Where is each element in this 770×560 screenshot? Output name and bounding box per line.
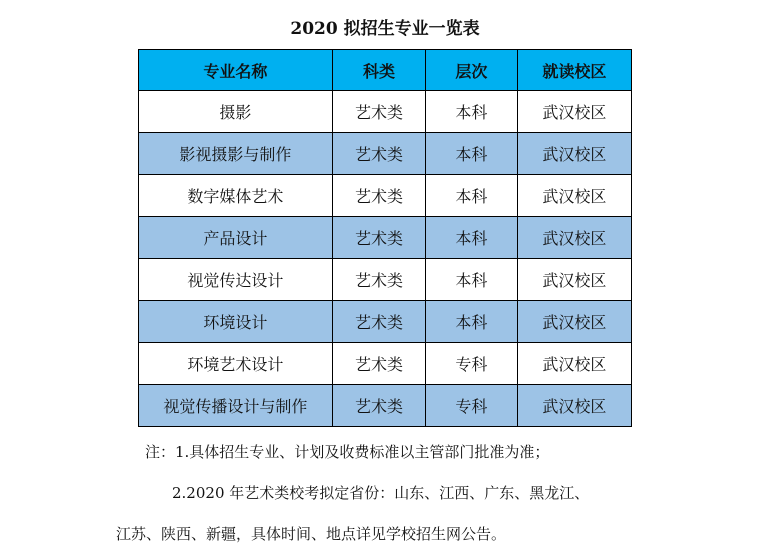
table-row <box>139 301 632 343</box>
cell-campus: 武汉校区 <box>517 385 631 427</box>
cell-level: 本科 <box>426 301 517 343</box>
header-category: 科类 <box>332 50 425 91</box>
note-line-2: 2.2020 年艺术类校考拟定省份：山东、江西、广东、黑龙江、 <box>172 484 590 502</box>
page-title: 2020 拟招生专业一览表 <box>290 19 480 39</box>
table-row <box>139 343 632 385</box>
cell-campus: 武汉校区 <box>517 91 631 133</box>
note-line-3: 江苏、陕西、新疆，具体时间、地点详见学校招生网公告。 <box>116 525 507 543</box>
cell-level: 本科 <box>426 133 517 175</box>
cell-category: 艺术类 <box>332 133 425 175</box>
cell-major-name: 影视摄影与制作 <box>139 133 333 175</box>
cell-campus: 武汉校区 <box>517 259 631 301</box>
cell-level: 本科 <box>426 259 517 301</box>
cell-campus: 武汉校区 <box>517 217 631 259</box>
cell-campus: 武汉校区 <box>517 301 631 343</box>
cell-level: 专科 <box>426 343 517 385</box>
cell-category: 艺术类 <box>332 175 425 217</box>
cell-level: 专科 <box>426 385 517 427</box>
cell-campus: 武汉校区 <box>517 175 631 217</box>
cell-level: 本科 <box>426 217 517 259</box>
table-row <box>139 385 632 427</box>
cell-category: 艺术类 <box>332 91 425 133</box>
table-header-row <box>139 50 632 91</box>
note-line-1: 注：1.具体招生专业、计划及收费标准以主管部门批准为准； <box>145 443 550 461</box>
cell-major-name: 摄影 <box>139 91 333 133</box>
cell-major-name: 视觉传达设计 <box>139 259 333 301</box>
cell-campus: 武汉校区 <box>517 133 631 175</box>
cell-category: 艺术类 <box>332 385 425 427</box>
table-row <box>139 175 632 217</box>
header-level: 层次 <box>426 50 517 91</box>
header-campus: 就读校区 <box>517 50 631 91</box>
cell-major-name: 环境艺术设计 <box>139 343 333 385</box>
cell-category: 艺术类 <box>332 301 425 343</box>
cell-category: 艺术类 <box>332 343 425 385</box>
cell-campus: 武汉校区 <box>517 343 631 385</box>
majors-table <box>138 49 632 427</box>
cell-category: 艺术类 <box>332 217 425 259</box>
cell-major-name: 数字媒体艺术 <box>139 175 333 217</box>
cell-category: 艺术类 <box>332 259 425 301</box>
table-row <box>139 133 632 175</box>
cell-level: 本科 <box>426 91 517 133</box>
cell-major-name: 环境设计 <box>139 301 333 343</box>
table-row <box>139 259 632 301</box>
header-major-name: 专业名称 <box>139 50 333 91</box>
table-row <box>139 91 632 133</box>
cell-major-name: 产品设计 <box>139 217 333 259</box>
cell-level: 本科 <box>426 175 517 217</box>
table-row <box>139 217 632 259</box>
cell-major-name: 视觉传播设计与制作 <box>139 385 333 427</box>
